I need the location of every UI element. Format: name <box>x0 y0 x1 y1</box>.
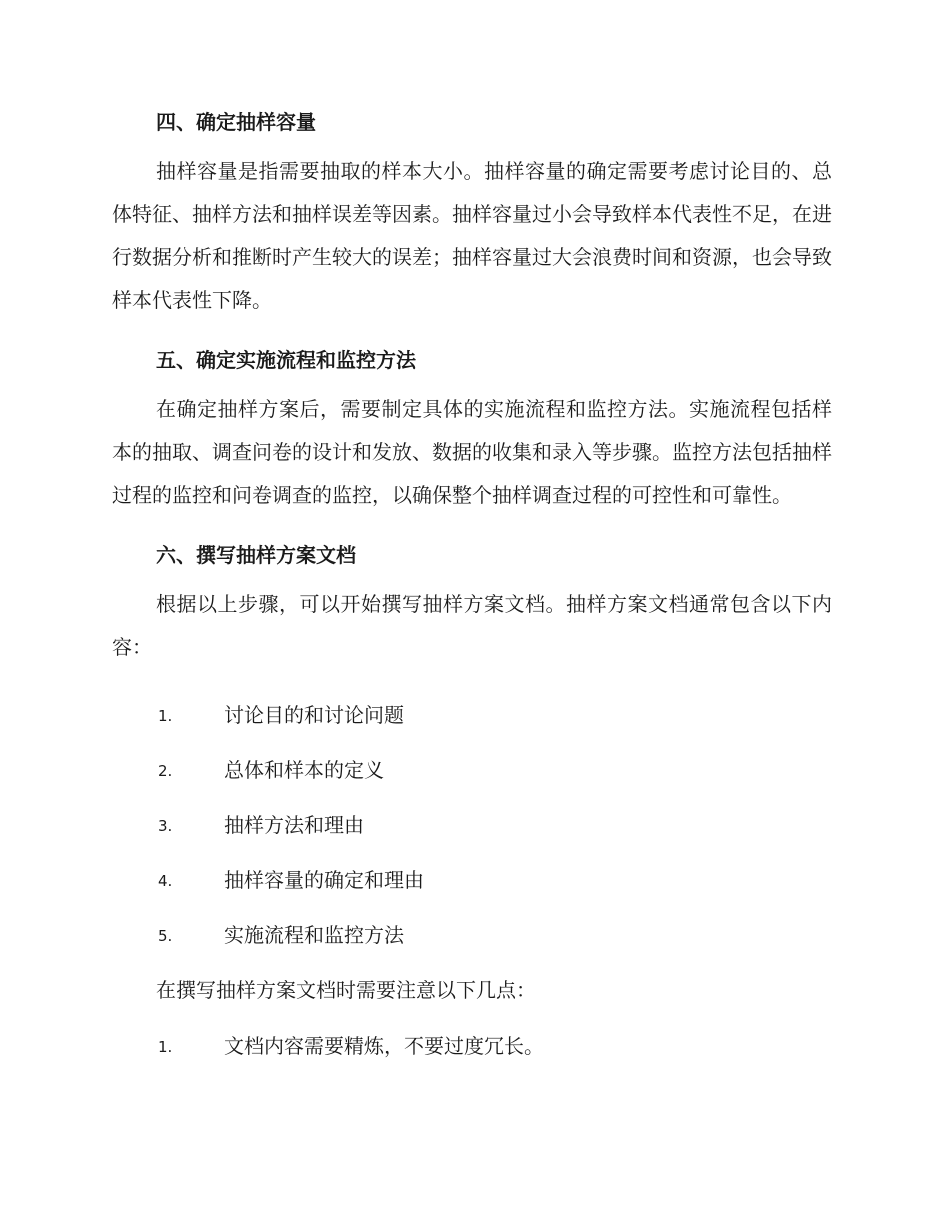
section-heading-4: 四、确定抽样容量 <box>156 110 316 134</box>
list-number: 2. <box>158 762 173 780</box>
list-text: 文档内容需要精炼，不要过度冗长。 <box>224 1034 544 1058</box>
list-text: 讨论目的和讨论问题 <box>224 703 404 727</box>
list-number: 3. <box>158 817 173 835</box>
list-number: 1. <box>158 707 173 725</box>
section-paragraph-5: 在确定抽样方案后，需要制定具体的实施流程和监控方法。实施流程包括样本的抽取、调查问卷的设计和发放、数据的收集和录入等步骤。监控方法包括抽样过程的监控和问卷调查的监控，以确保整个抽样调查过程的可控性和可靠性。 <box>112 397 832 507</box>
list-number: 4. <box>158 872 173 890</box>
section-paragraph-4: 抽样容量是指需要抽取的样本大小。抽样容量的确定需要考虑讨论目的、总体特征、抽样方法和抽样误差等因素。抽样容量过小会导致样本代表性不足，在进行数据分析和推断时产生较大的误差；抽样容量过大会浪费时间和资源，也会导致样本代表性下降。 <box>112 159 832 312</box>
notes-list <box>112 1032 832 1087</box>
contents-list <box>112 701 832 976</box>
list-text: 抽样方法和理由 <box>224 813 364 837</box>
section-heading-5: 五、确定实施流程和监控方法 <box>156 348 416 372</box>
list-text: 总体和样本的定义 <box>224 758 384 782</box>
list-item <box>112 701 832 756</box>
notes-intro: 在撰写抽样方案文档时需要注意以下几点： <box>156 978 536 1002</box>
list-number: 1. <box>158 1038 173 1056</box>
list-text: 实施流程和监控方法 <box>224 923 404 947</box>
list-text: 抽样容量的确定和理由 <box>224 868 424 892</box>
list-item <box>112 921 832 976</box>
list-number: 5. <box>158 927 173 945</box>
document-body <box>112 108 832 1087</box>
list-item <box>112 1032 832 1087</box>
list-item <box>112 866 832 921</box>
section-paragraph-6: 根据以上步骤，可以开始撰写抽样方案文档。抽样方案文档通常包含以下内容： <box>112 592 832 659</box>
list-item <box>112 756 832 811</box>
list-item <box>112 811 832 866</box>
section-heading-6: 六、撰写抽样方案文档 <box>156 543 356 567</box>
